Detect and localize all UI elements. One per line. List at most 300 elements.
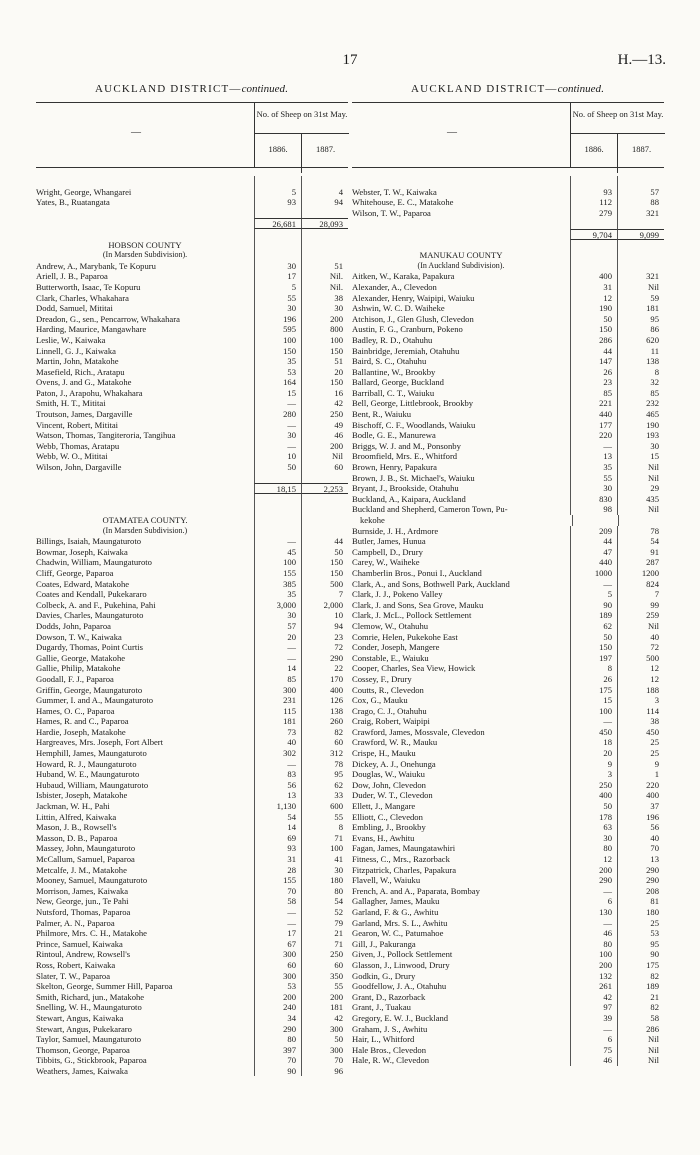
table-row <box>352 663 664 674</box>
sheep-1886: — <box>570 441 617 452</box>
sheep-1886: 100 <box>570 949 617 960</box>
table-row <box>352 886 664 897</box>
owner-name: Webb, Thomas, Aratapu <box>36 440 120 451</box>
blank-cell <box>570 261 617 272</box>
owner-name: Alexander, A., Clevedon <box>352 281 437 292</box>
sheep-1886: 261 <box>570 981 617 992</box>
table-body <box>352 176 664 1066</box>
table-row <box>352 748 664 759</box>
sheep-1887: 824 <box>617 579 664 590</box>
sheep-1886: 178 <box>570 812 617 823</box>
spacer-row <box>352 176 664 187</box>
sheep-1887: 12 <box>617 674 664 685</box>
sheep-1886: 50 <box>570 314 617 325</box>
total-1887: 9,099 <box>617 229 664 240</box>
sheep-1886: 197 <box>570 653 617 664</box>
owner-name: Austin, F. G., Cranburn, Pokeno <box>352 324 463 335</box>
table-row <box>352 928 664 939</box>
table-row <box>36 992 348 1003</box>
owner-name: Alexander, Henry, Waipipi, Waiuku <box>352 292 475 303</box>
sheep-1887: 32 <box>617 377 664 388</box>
blank-cell <box>617 240 664 251</box>
table-row <box>36 748 348 759</box>
sheep-1887: 260 <box>301 716 348 727</box>
sheep-1886: 14 <box>254 822 301 833</box>
blank-cell <box>301 208 348 219</box>
table-row <box>352 1055 664 1066</box>
blank-cell <box>36 229 254 240</box>
sheep-1887: 400 <box>301 685 348 696</box>
owner-name: Andrew, A., Marybank, Te Kopuru <box>36 260 156 271</box>
sheep-1886: 13 <box>254 790 301 801</box>
sheep-1886: 18 <box>570 737 617 748</box>
sheep-count-label: No. of Sheep on 31st May. <box>255 103 349 134</box>
sheep-1887: 300 <box>301 1045 348 1056</box>
sheep-1886: — <box>254 441 301 452</box>
blank-cell <box>36 218 254 229</box>
sheep-1886: 290 <box>570 875 617 886</box>
blank-cell <box>617 261 664 272</box>
table-row <box>36 875 348 886</box>
table-row <box>36 822 348 833</box>
table-row <box>36 759 348 770</box>
sheep-1887: 94 <box>301 621 348 632</box>
blank-cell <box>254 515 301 526</box>
county-name: HOBSON COUNTY <box>108 239 182 250</box>
sheep-1886: 240 <box>254 1002 301 1013</box>
table-row <box>36 1045 348 1056</box>
blank-cell <box>570 176 617 187</box>
table-row <box>36 197 348 208</box>
owner-name: Coates, Edward, Matakohe <box>36 578 130 589</box>
table-row <box>352 907 664 918</box>
total-row <box>36 218 348 229</box>
owner-name: Chamberlin Bros., Ponui I., Auckland <box>352 567 482 578</box>
table-row <box>36 462 348 473</box>
sheep-1887: Nil. <box>301 271 348 282</box>
table-row <box>352 335 664 346</box>
table-row <box>36 420 348 431</box>
sheep-1886: 130 <box>570 907 617 918</box>
sheep-1887: 95 <box>301 769 348 780</box>
sheep-1886: 98 <box>570 504 617 515</box>
sheep-1886: 300 <box>254 971 301 982</box>
blank-cell <box>36 494 254 505</box>
sheep-1887: 200 <box>301 314 348 325</box>
sheep-1886: 69 <box>254 833 301 844</box>
sheep-1886: 440 <box>570 557 617 568</box>
sheep-1887: 435 <box>617 494 664 505</box>
sheep-1886: 100 <box>570 706 617 717</box>
owner-name: Massey, John, Maungaturoto <box>36 843 136 854</box>
owner-name: Billings, Isaiah, Maungaturoto <box>36 536 142 547</box>
sheep-1887: 11 <box>617 346 664 357</box>
sheep-1887: 286 <box>617 1024 664 1035</box>
owner-name: Harding, Maurice, Mangawhare <box>36 324 147 335</box>
blank-cell <box>618 515 664 526</box>
sheep-1886: 164 <box>254 377 301 388</box>
sheep-1886: 155 <box>254 568 301 579</box>
owner-name: Littin, Alfred, Kaiwaka <box>36 811 117 822</box>
sheep-1886: 250 <box>570 780 617 791</box>
owner-name: Dodd, Samuel, Mititai <box>36 303 113 314</box>
spacer-row <box>36 229 348 240</box>
owner-name: Gill, J., Pakuranga <box>352 938 416 949</box>
table-row <box>36 833 348 844</box>
sheep-1886: 5 <box>570 589 617 600</box>
sheep-1887: 138 <box>301 706 348 717</box>
sheep-1887: 170 <box>301 674 348 685</box>
sheep-1887: 60 <box>301 960 348 971</box>
table-row <box>352 398 664 409</box>
owner-name: Bowmar, Joseph, Kaiwaka <box>36 546 128 557</box>
sheep-1887: 232 <box>617 398 664 409</box>
blank-cell <box>254 473 301 484</box>
spacer-row <box>36 208 348 219</box>
owner-name: Wilson, John, Dargaville <box>36 462 122 473</box>
owner-name: Cox, G., Mauku <box>352 695 408 706</box>
owner-name: Prince, Samuel, Kaiwaka <box>36 938 123 949</box>
sheep-1887: 70 <box>301 1055 348 1066</box>
owner-name: Troutson, James, Dargaville <box>36 409 133 420</box>
table-row <box>352 992 664 1003</box>
sheep-1886: 17 <box>254 271 301 282</box>
table-row <box>352 960 664 971</box>
sheep-1886: 221 <box>570 398 617 409</box>
sheep-1887: 90 <box>617 949 664 960</box>
table-row <box>352 568 664 579</box>
sheep-1886: 93 <box>570 187 617 198</box>
blank-cell <box>36 483 254 494</box>
table-row <box>36 674 348 685</box>
sheep-1887: 81 <box>617 896 664 907</box>
owner-name: Martin, John, Matakohe <box>36 356 119 367</box>
table-row <box>36 843 348 854</box>
blank-cell <box>570 218 617 229</box>
owner-name: Tibbits, G., Stickbrook, Paparoa <box>36 1055 147 1066</box>
sheep-1886: 80 <box>570 939 617 950</box>
owner-name: Isbister, Joseph, Matakohe <box>36 790 128 801</box>
table-row <box>36 335 348 346</box>
sheep-1887: 38 <box>301 293 348 304</box>
year-1887-header: 1887. <box>631 144 652 154</box>
sheep-1886: 177 <box>570 420 617 431</box>
table-row <box>352 674 664 685</box>
sheep-1887: 181 <box>617 303 664 314</box>
spacer-row <box>36 473 348 484</box>
table-row <box>352 737 664 748</box>
owner-name: Skelton, George, Summer Hill, Paparoa <box>36 981 173 992</box>
owner-name: Grant, J., Tuakau <box>352 1002 411 1013</box>
table-row <box>352 303 664 314</box>
blank-cell <box>301 526 348 537</box>
owner-name: Campbell, D., Drury <box>352 546 423 557</box>
table-row <box>36 769 348 780</box>
sheep-1887: 312 <box>301 748 348 759</box>
county-name: MANUKAU COUNTY <box>419 250 503 261</box>
table-row <box>352 536 664 547</box>
table-row <box>352 685 664 696</box>
blank-cell <box>254 504 301 515</box>
table-row <box>36 293 348 304</box>
table-row <box>352 642 664 653</box>
sheep-count-label: No. of Sheep on 31st May. <box>571 103 665 134</box>
sheep-1887: 86 <box>617 324 664 335</box>
blank-cell <box>301 473 348 484</box>
owner-name: Comrie, Helen, Pukekohe East <box>352 631 458 642</box>
sheep-1887: 600 <box>301 801 348 812</box>
sheep-1886: 47 <box>570 547 617 558</box>
blank-cell <box>254 176 301 187</box>
owner-name: Ashwin, W. C. D. Waiheke <box>352 303 445 314</box>
sheep-1886: 35 <box>570 462 617 473</box>
table-row <box>352 409 664 420</box>
table-row <box>352 939 664 950</box>
sheep-1887: 51 <box>301 356 348 367</box>
blank-cell <box>301 176 348 187</box>
table-row <box>36 356 348 367</box>
owner-name: Crago, C. J., Otahuhu <box>352 705 427 716</box>
owner-name: Constable, E., Waiuku <box>352 652 429 663</box>
sheep-1887: 450 <box>617 727 664 738</box>
sheep-1886: 50 <box>570 632 617 643</box>
blank-cell <box>301 250 348 261</box>
owner-name: Slater, T. W., Paparoa <box>36 970 111 981</box>
sheep-1886: 220 <box>570 430 617 441</box>
table-header <box>352 102 664 168</box>
table-row <box>36 303 348 314</box>
sheep-1887: 100 <box>301 843 348 854</box>
sheep-1886: 400 <box>570 271 617 282</box>
sheep-1886: 8 <box>570 663 617 674</box>
owner-name: Davies, Charles, Maungaturoto <box>36 610 144 621</box>
blank-cell <box>254 240 301 251</box>
sheep-1886: 55 <box>254 293 301 304</box>
owner-name: Webb, W. O., Mititai <box>36 451 108 462</box>
table-row <box>352 1045 664 1056</box>
table-row <box>36 377 348 388</box>
table-row <box>36 907 348 918</box>
sheep-1886: 132 <box>570 971 617 982</box>
sheep-1887: 25 <box>617 748 664 759</box>
sheep-1886: 6 <box>570 1034 617 1045</box>
sheep-1887: 16 <box>301 388 348 399</box>
table-row <box>36 557 348 568</box>
sheep-1886: — <box>570 886 617 897</box>
table-row <box>352 918 664 929</box>
owner-name: Dreadon, G., sen., Pencarrow, Whakahara <box>36 313 180 324</box>
table-row <box>352 1024 664 1035</box>
table-row <box>36 632 348 643</box>
blank-cell <box>254 208 301 219</box>
sheep-1886: 75 <box>570 1045 617 1056</box>
sheep-1886: 14 <box>254 663 301 674</box>
table-row <box>352 706 664 717</box>
table-row <box>352 790 664 801</box>
owner-name: Barriball, C. T., Waiuku <box>352 387 435 398</box>
owner-name: Brown, J. B., St. Michael's, Waiuku <box>352 472 475 483</box>
table-row <box>352 865 664 876</box>
table-row <box>36 398 348 409</box>
sheep-1887: 50 <box>301 1034 348 1045</box>
table-row <box>36 314 348 325</box>
table-row <box>36 451 348 462</box>
owner-name: Grant, D., Razorback <box>352 991 426 1002</box>
sheep-1887: 60 <box>301 462 348 473</box>
owner-name: Taylor, Samuel, Maungaturoto <box>36 1034 142 1045</box>
owner-name: Baird, S. C., Otahuhu <box>352 356 427 367</box>
table-row <box>352 314 664 325</box>
sheep-1887: 95 <box>617 314 664 325</box>
owner-name: Fagan, James, Maungatawhiri <box>352 843 456 854</box>
sheep-1886: 181 <box>254 716 301 727</box>
table-row <box>36 621 348 632</box>
sheep-1887: 9 <box>617 759 664 770</box>
table-row <box>352 801 664 812</box>
sheep-1887: 78 <box>301 759 348 770</box>
sheep-1887: 55 <box>301 981 348 992</box>
sheep-1887: 54 <box>301 896 348 907</box>
total-1886: 18,15 <box>254 483 301 494</box>
table-row <box>352 346 664 357</box>
blank-cell <box>352 218 570 229</box>
table-row <box>352 526 664 537</box>
sheep-1886: 397 <box>254 1045 301 1056</box>
sheep-1887: 70 <box>617 843 664 854</box>
sheep-1886: 3 <box>570 769 617 780</box>
owner-name: Colbeck, A. and F., Pukehina, Pahi <box>36 599 156 610</box>
sheep-1887: 54 <box>617 536 664 547</box>
sheep-1887: 138 <box>617 356 664 367</box>
table-row <box>352 293 664 304</box>
sheep-1887: 37 <box>617 801 664 812</box>
table-row <box>352 843 664 854</box>
owner-name: Watson, Thomas, Tangiteroria, Tangihua <box>36 430 176 441</box>
blank-cell <box>36 176 254 187</box>
sheep-1887: 259 <box>617 610 664 621</box>
owner-name: Hubaud, William, Maungaturoto <box>36 779 149 790</box>
spacer-row <box>36 494 348 505</box>
owner-name: Dickey, A. J., Onehunga <box>352 758 436 769</box>
table-row <box>36 727 348 738</box>
sheep-1887: 71 <box>301 833 348 844</box>
sheep-1886: 385 <box>254 579 301 590</box>
owner-name: Hemphill, James, Maungaturoto <box>36 748 147 759</box>
table-row <box>36 981 348 992</box>
sheep-1887: 196 <box>617 812 664 823</box>
sheep-1886: — <box>254 536 301 547</box>
owner-name: Clark, J. J., Pokeno Valley <box>352 589 443 600</box>
owner-name: Nutsford, Thomas, Paparoa <box>36 906 131 917</box>
sheep-1886: 100 <box>254 557 301 568</box>
sheep-1886: 3,000 <box>254 600 301 611</box>
sheep-1886: 58 <box>254 896 301 907</box>
right-column <box>352 82 664 1066</box>
sheep-1886: 115 <box>254 706 301 717</box>
sheep-1886: 286 <box>570 335 617 346</box>
table-row <box>36 547 348 558</box>
table-row <box>352 695 664 706</box>
blank-cell <box>617 250 664 261</box>
table-row <box>36 812 348 823</box>
sheep-1887: 7 <box>301 589 348 600</box>
sheep-1886: 400 <box>570 790 617 801</box>
table-row <box>352 632 664 643</box>
sheep-1887: 99 <box>617 600 664 611</box>
sheep-1886: 6 <box>570 896 617 907</box>
owner-name: Rintoul, Andrew, Rowsell's <box>36 949 131 960</box>
sheep-1886: 39 <box>570 1013 617 1024</box>
table-row <box>352 494 664 505</box>
sheep-1887: 10 <box>301 610 348 621</box>
sheep-1887: 23 <box>301 632 348 643</box>
table-row <box>36 971 348 982</box>
sheep-1886: 175 <box>570 685 617 696</box>
sheep-1887: 42 <box>301 398 348 409</box>
table-row <box>36 939 348 950</box>
sheep-1887: 49 <box>301 420 348 431</box>
sheep-1887: 800 <box>301 324 348 335</box>
sheep-1887: 321 <box>617 271 664 282</box>
header-dash: — <box>447 127 457 138</box>
sheep-1886: — <box>570 579 617 590</box>
table-row <box>36 324 348 335</box>
entry-continuation <box>352 515 664 526</box>
sheep-1886: — <box>254 759 301 770</box>
table-row <box>352 451 664 462</box>
total-1886: 9,704 <box>570 229 617 240</box>
total-row <box>352 229 664 240</box>
table-row <box>352 759 664 770</box>
owner-name: Webster, T. W., Kaiwaka <box>352 186 437 197</box>
sheep-1886: 34 <box>254 1013 301 1024</box>
sheep-1887: 114 <box>617 706 664 717</box>
sheep-1886: 62 <box>570 621 617 632</box>
table-row <box>352 971 664 982</box>
sheep-1886: 150 <box>254 346 301 357</box>
owner-name: Evans, H., Awhitu <box>352 832 415 843</box>
sheep-1887: 52 <box>301 907 348 918</box>
table-row <box>352 610 664 621</box>
table-row <box>352 377 664 388</box>
table-row <box>36 865 348 876</box>
table-row <box>352 473 664 484</box>
sheep-1887: 208 <box>617 886 664 897</box>
sheep-1886: 55 <box>570 473 617 484</box>
sheep-1886: 1000 <box>570 568 617 579</box>
sheep-1886: 147 <box>570 356 617 367</box>
table-row <box>352 547 664 558</box>
table-row <box>36 960 348 971</box>
table-row <box>36 896 348 907</box>
owner-name: Conder, Joseph, Mangere <box>352 642 440 653</box>
sheep-1886: 5 <box>254 187 301 198</box>
owner-name: Atchison, J., Glen Glush, Clevedon <box>352 313 474 324</box>
spacer-row <box>352 218 664 229</box>
table-row <box>36 653 348 664</box>
table-row <box>36 780 348 791</box>
owner-name: Badley, R. D., Otahuhu <box>352 334 433 345</box>
sheep-1886: 189 <box>570 610 617 621</box>
table-row <box>36 949 348 960</box>
sheep-1886: 150 <box>570 642 617 653</box>
owner-name: Bodle, G. E., Manurewa <box>352 430 436 441</box>
sheep-1887: 189 <box>617 981 664 992</box>
blank-cell <box>301 515 348 526</box>
table-row <box>352 356 664 367</box>
table-row <box>352 367 664 378</box>
owner-name: Ovens, J. and G., Matakohe <box>36 377 132 388</box>
